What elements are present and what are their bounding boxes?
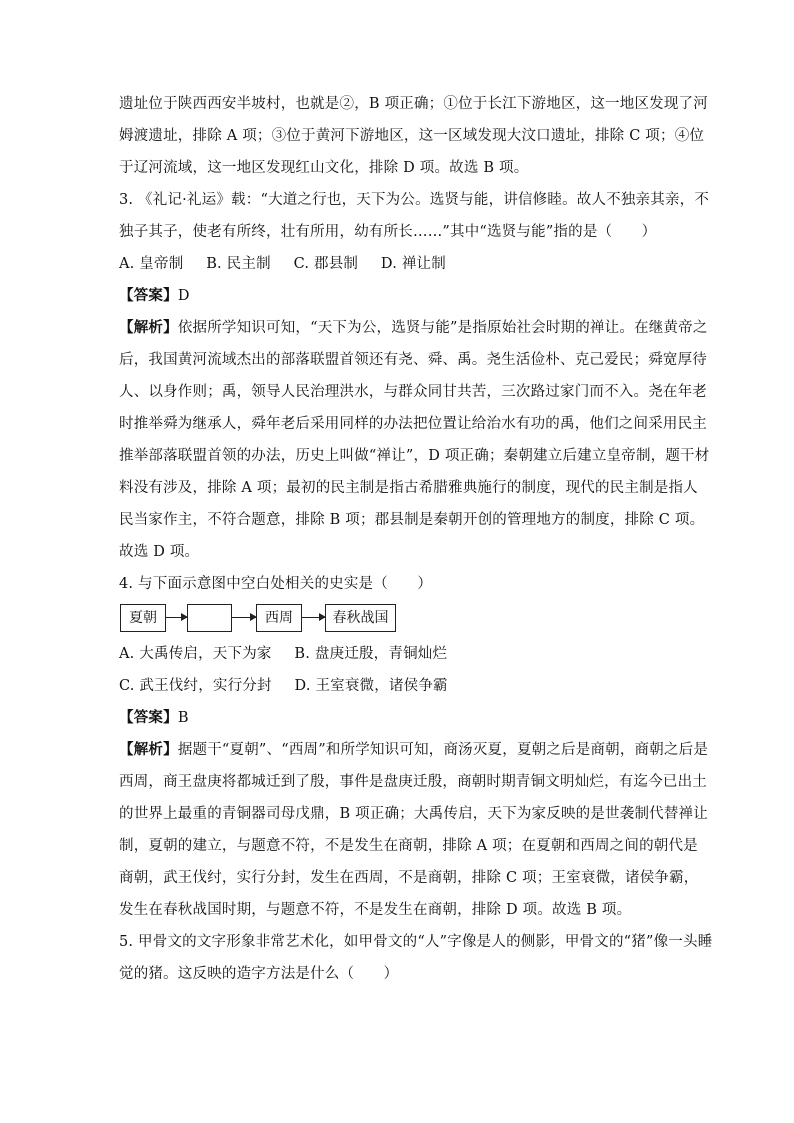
diagram-box-xia: 夏朝 xyxy=(120,604,166,632)
q4-analysis-line-1 xyxy=(119,734,709,766)
q3-analysis-line-3: 人、以身作则；禹，领导人民治理洪水，与群众同甘共苦，三次路过家门而不入。尧在年老 xyxy=(119,384,707,400)
q4-option-a: A. 大禹传启，天下为家 xyxy=(119,646,272,662)
answer-label: 【答案】 xyxy=(119,287,178,304)
q3-options xyxy=(119,248,679,280)
q3-analysis-text: 依据所学知识可知，“天下为公，选贤与能”是指原始社会时期的禅让。在继黄帝之 xyxy=(177,320,708,336)
prev-analysis-line-1: 遗址位于陕西西安半坡村，也就是②，B 项正确；①位于长江下游地区，这一地区发现了河 xyxy=(119,96,708,112)
diagram-box-western-zhou: 西周 xyxy=(256,604,302,632)
q4-option-b: B. 盘庚迁殷，青铜灿烂 xyxy=(294,646,448,662)
diagram-arrow-3 xyxy=(302,617,325,618)
document-page xyxy=(119,88,713,990)
q4-answer-value: B xyxy=(177,710,189,726)
diagram-arrow-2 xyxy=(232,617,256,618)
prev-analysis-line-3: 于辽河流域，这一地区发现红山文化，排除 D 项。故选 B 项。 xyxy=(119,160,529,176)
q3-analysis-line-5: 推举部落联盟首领的办法，历史上叫做“禅让”，D 项正确；秦朝建立后建立皇帝制，题干材 xyxy=(119,448,710,464)
analysis-label: 【解析】 xyxy=(119,741,178,758)
q4-analysis-line-2: 西周，商王盘庚将都城迁到了殷，事件是盘庚迁殷，商朝时期青铜文明灿烂，有迄今已出土 xyxy=(119,774,707,790)
diagram-arrow-1 xyxy=(166,617,187,618)
analysis-label: 【解析】 xyxy=(119,319,178,336)
q5-stem-line-1: 5. 甲骨文的文字形象非常艺术化，如甲骨文的“人”字像是人的侧影，甲骨文的“猪”像一头睡 xyxy=(119,934,713,950)
diagram-box-spring-autumn: 春秋战国 xyxy=(325,604,396,632)
q3-analysis-line-1 xyxy=(119,312,708,344)
q4-analysis-line-3: 的世界上最重的青铜器司母戊鼎，B 项正确；大禹传启，天下为家反映的是世袭制代替禅让 xyxy=(119,806,708,822)
q3-analysis-line-4: 时推举舜为继承人，舜年老后采用同样的办法把位置让给治水有功的禹，他们之间采用民主 xyxy=(119,416,707,432)
q4-analysis-line-5: 商朝，武王伐纣，实行分封，发生在西周，不是商朝，排除 C 项；王室衰微，诸侯争霸， xyxy=(119,870,699,886)
q4-stem: 4. 与下面示意图中空白处相关的史实是（ ） xyxy=(119,576,433,592)
q3-stem-line-2: 独子其子，使老有所终，壮有所用，幼有所长……”其中“选贤与能”指的是（ ） xyxy=(119,224,657,240)
q4-options-row-2 xyxy=(119,670,679,702)
prev-analysis-line-2: 姆渡遗址，排除 A 项；③位于黄河下游地区，这一区域发现大汶口遗址，排除 C 项；④位 xyxy=(119,128,705,144)
q3-answer xyxy=(119,280,679,312)
q4-options-row-1 xyxy=(119,638,679,670)
q3-analysis-line-8: 故选 D 项。 xyxy=(119,544,200,560)
q3-analysis-line-6: 料没有涉及，排除 A 项；最初的民主制是指古希腊雅典施行的制度，现代的民主制是指人 xyxy=(119,480,698,496)
q3-stem-line-1: 3. 《礼记·礼运》载：“大道之行也，天下为公。选贤与能，讲信修睦。故人不独亲其亲，不 xyxy=(119,192,710,208)
q4-analysis-line-6: 发生在春秋战国时期，与题意不符，不是发生在商朝，排除 D 项。故选 B 项。 xyxy=(119,902,632,918)
q4-option-c: C. 武王伐纣，实行分封 xyxy=(119,678,272,694)
q4-option-d: D. 王室衰微，诸侯争霸 xyxy=(294,678,448,694)
q4-answer xyxy=(119,702,679,734)
q3-option-b: B. 民主制 xyxy=(206,256,271,272)
q3-analysis-line-7: 民当家作主，不符合题意，排除 B 项；郡县制是秦朝开创的管理地方的制度，排除 C 项。 xyxy=(119,512,705,528)
q3-option-d: D. 禅让制 xyxy=(380,256,446,272)
diagram-box-blank xyxy=(187,604,232,632)
dynasty-flow-diagram xyxy=(119,600,679,638)
q3-option-a: A. 皇帝制 xyxy=(119,256,184,272)
q3-option-c: C. 郡县制 xyxy=(293,256,359,272)
q3-answer-value: D xyxy=(177,288,190,304)
q5-stem-line-2: 觉的猪。这反映的造字方法是什么（ ） xyxy=(119,966,399,982)
q3-analysis-line-2: 后，我国黄河流域杰出的部落联盟首领还有尧、舜、禹。尧生活俭朴、克己爱民；舜宽厚待 xyxy=(119,352,707,368)
q4-analysis-line-4: 制，夏朝的建立，与题意不符，不是发生在商朝，排除 A 项；在夏朝和西周之间的朝代是 xyxy=(119,838,698,854)
answer-label: 【答案】 xyxy=(119,709,178,726)
q4-analysis-text: 据题干“夏朝”、“西周”和所学知识可知，商汤灭夏，夏朝之后是商朝，商朝之后是 xyxy=(177,742,709,758)
